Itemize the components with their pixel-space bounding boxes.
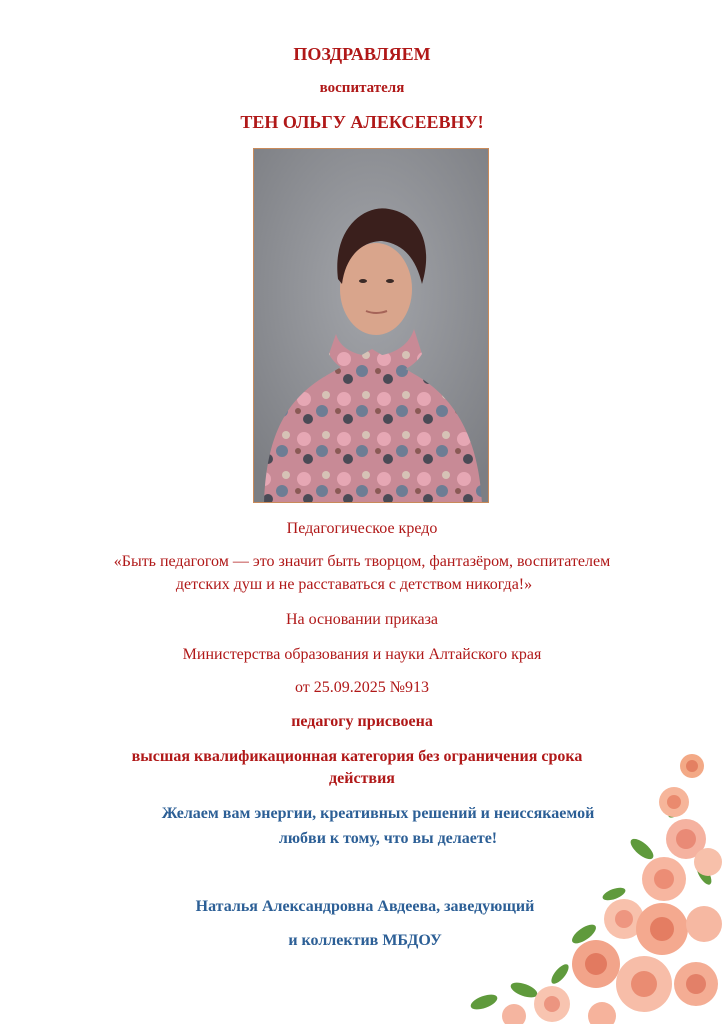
signature-line1: Наталья Александровна Авдеева, заведующий xyxy=(195,898,535,915)
award-line1: педагогу присвоена xyxy=(291,713,433,730)
award-line3: действия xyxy=(329,770,395,787)
order-line1: На основании приказа xyxy=(285,611,439,628)
role-subtitle: воспитателя xyxy=(319,80,405,96)
order-line2: Министерства образования и науки Алтайского края xyxy=(182,646,542,663)
credo-quote-line2: детских душ и не расставаться с детством никогда!» xyxy=(175,576,533,593)
signature-line2: и коллектив МБДОУ xyxy=(288,932,442,949)
congrats-heading: ПОЗДРАВЛЯЕМ xyxy=(293,44,431,64)
wish-line2: любви к тому, что вы делаете! xyxy=(278,830,498,847)
award-line2: высшая квалификационная категория без ограничения срока xyxy=(131,748,583,765)
credo-title: Педагогическое кредо xyxy=(286,520,438,537)
portrait-photo xyxy=(253,148,489,503)
rose-decoration xyxy=(464,754,724,1024)
honoree-name: ТЕН ОЛЬГУ АЛЕКСЕЕВНУ! xyxy=(240,112,484,132)
wish-line1: Желаем вам энергии, креативных решений и неиссякаемой xyxy=(161,805,595,822)
order-date-number: от 25.09.2025 №913 xyxy=(294,679,430,696)
credo-quote-line1: «Быть педагогом — это значит быть творцом, фантазёром, воспитателем xyxy=(113,553,611,570)
